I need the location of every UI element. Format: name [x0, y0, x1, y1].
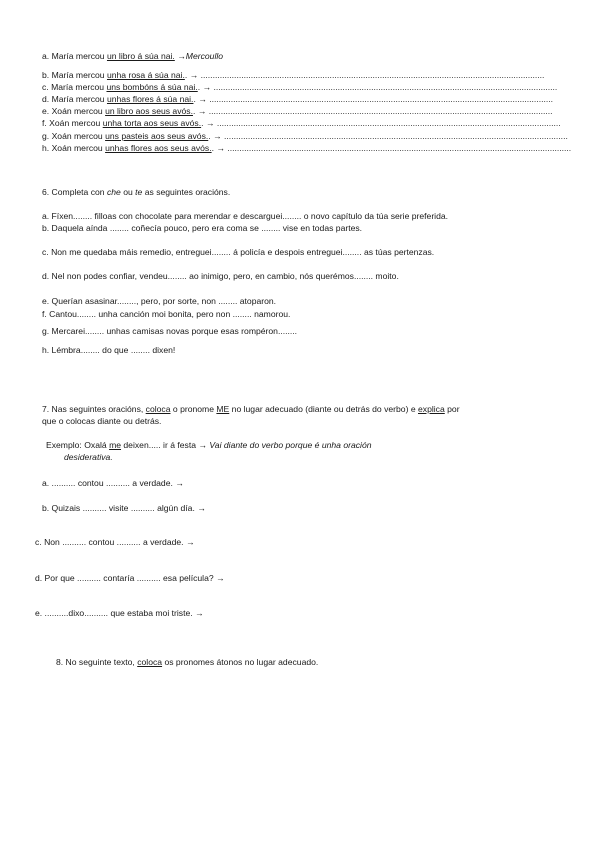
ex7-item-c: c. Non .......... contou .......... a verdade. → — [35, 537, 195, 547]
ex6-item-c: c. Non me quedaba máis remedio, entreguei........ á policía e despois entreguei........ as túas pertenzas. — [42, 247, 435, 257]
answer-blank: ................................................................................................................................................ — [200, 70, 545, 80]
ex5-item-e: e. Xoán mercou un libro aos seus avós.. → ................................................................................................................................................ — [42, 106, 553, 116]
ex6-item-f: f. Cantou........ unha canción moi bonita, pero non ........ namorou. — [42, 309, 291, 319]
answer-blank: ................................................................................................................................................ — [213, 82, 558, 92]
ex7-title-line2: que o colocas diante ou detrás. — [42, 416, 162, 426]
answer-blank: ................................................................................................................................................ — [208, 106, 553, 116]
answer-blank: ................................................................................................................................................ — [216, 118, 561, 128]
answer-blank: ................................................................................................................................................ — [209, 94, 554, 104]
ex7-item-d: d. Por que .......... contaría .......... esa película? → — [35, 573, 225, 583]
ex7-item-b: b. Quizais .......... visite .......... algún día. → — [42, 503, 206, 513]
ex6-item-d: d. Nel non podes confiar, vendeu........ ao inimigo, pero, en cambio, nós querémos........ moito. — [42, 271, 399, 281]
ex6-title: 6. Completa con che ou te as seguintes oracións. — [42, 187, 231, 197]
ex5-item-c: c. María mercou uns bombóns á súa nai.. → ................................................................................................................................................ — [42, 82, 558, 92]
answer-blank: ................................................................................................................................................ — [224, 131, 568, 141]
ex6-item-h: h. Lémbra........ do que ........ dixen! — [42, 345, 176, 355]
ex6-item-e: e. Querían asasinar........, pero, por sorte, non ........ atoparon. — [42, 296, 277, 306]
ex6-item-g: g. Mercarei........ unhas camisas novas porque esas rompéron........ — [42, 326, 298, 336]
ex5-item-f: f. Xoán mercou unha torta aos seus avós.. → ................................................................................................................................................ — [42, 118, 561, 128]
ex6-item-b: b. Daquela aínda ........ coñecía pouco, pero era coma se ........ vise en todas partes. — [42, 223, 363, 233]
ex7-example: Exemplo: Oxalá me deixen..... ir á festa → Vai diante do verbo porque é unha oración — [46, 440, 372, 450]
ex6-item-a: a. Fíxen........ filloas con chocolate para merendar e descarguei........ o novo capítulo da túa serie preferida. — [42, 211, 449, 221]
ex7-title: 7. Nas seguintes oracións, coloca o pronome ME no lugar adecuado (diante ou detrás do verbo) e explica por — [42, 404, 460, 414]
answer-blank: ................................................................................................................................................ — [227, 143, 572, 153]
ex5-item-a: a. María mercou un libro á súa nai. →Mercoullo — [42, 51, 224, 61]
ex5-item-h: h. Xoán mercou unhas flores aos seus avós.. → ................................................................................................................................................ — [42, 143, 572, 153]
ex5-item-b: b. María mercou unha rosa á súa nai.. → ................................................................................................................................................ — [42, 70, 545, 80]
ex7-item-a: a. .......... contou .......... a verdade. → — [42, 478, 184, 488]
ex7-example-line2: desiderativa. — [64, 452, 113, 462]
ex7-item-e: e. ..........dixo.......... que estaba moi triste. → — [35, 608, 204, 618]
ex8-title: 8. No seguinte texto, coloca os pronomes átonos no lugar adecuado. — [56, 657, 319, 667]
ex5-item-d: d. María mercou unhas flores á súa nai.. → ................................................................................................................................................ — [42, 94, 554, 104]
ex5-item-g: g. Xoán mercou uns pasteis aos seus avós.. → ................................................................................................................................................ — [42, 131, 568, 141]
